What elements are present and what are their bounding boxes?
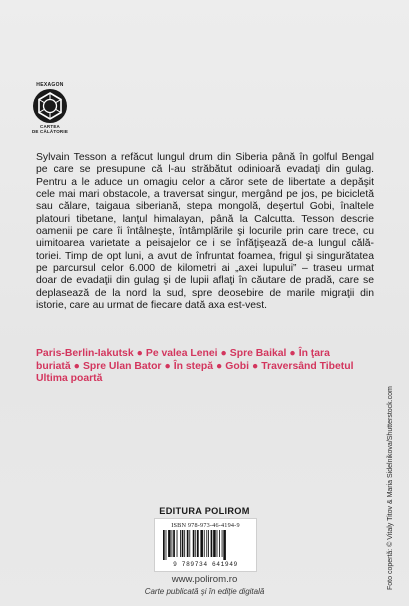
chapter-title: Paris-Berlin-Iakutsk: [36, 348, 134, 359]
description-line: uimitoarea varietate a peisajelor ce i se înfăţişează de-a lungul călă-: [36, 238, 374, 250]
digital-edition-note: Carte publicată şi în ediţie digitală: [144, 587, 265, 596]
bullet-icon: ●: [216, 360, 223, 372]
chapter-title: Spre Baikal: [229, 348, 287, 359]
description-line: sau călare, taigaua siberiană, stepa mongolă, deşertul Gobi, înaltele: [36, 201, 374, 213]
book-description: [36, 152, 374, 312]
publisher-name: EDITURA POLIROM: [159, 506, 250, 516]
chapter-title: Ultima poartă: [36, 373, 103, 385]
description-line: pe parcursul celor 6.000 de kilometri ai „axei lupului” – traseu urmat: [36, 263, 374, 275]
logo-bottom-line-1: CARTEA: [40, 124, 60, 129]
description-line: Sylvain Tesson a refăcut lungul drum din Siberia până în golful Bengal: [36, 152, 374, 163]
logo-top-text: HEXAGON: [36, 82, 64, 88]
chapter-row-3: [36, 373, 376, 386]
bullet-icon: ●: [164, 360, 171, 372]
description-line: pe care se presupune că l-au străbătut odinioară evadaţi din gulag.: [36, 164, 374, 176]
description-line: oamenii pe care îi întâlneşte, întâmplările şi locurile prin care trece, cu: [36, 226, 374, 238]
chapter-title: Traversând Tibetul: [261, 360, 354, 372]
chapter-title-part: buriată: [36, 360, 71, 372]
hexagon-circle-logo-icon: [32, 88, 68, 124]
bullet-icon: ●: [220, 348, 227, 359]
description-line: platouri tibetane, lanţul himalayan, până la Calcutta. Tesson descrie: [36, 213, 374, 225]
chapter-row-1: [36, 348, 376, 361]
hexagon-logo: [30, 82, 70, 144]
logo-bottom-line-2: DE CĂLĂTORIE: [31, 129, 69, 134]
chapter-title-part: În ţara: [298, 348, 330, 359]
barcode-icon: [163, 530, 248, 560]
chapter-list: [36, 348, 376, 386]
description-line: Pentru a le aduce un omagiu celor a căror sete de libertate a depăşit: [36, 176, 374, 188]
description-line: deplasează de la nord la sud, spre deosebire de marile migraţii din: [36, 287, 374, 299]
chapter-title: În stepă: [173, 360, 214, 372]
chapter-row-2: [36, 361, 376, 374]
bullet-icon: ●: [136, 348, 143, 359]
chapter-title: Gobi: [225, 360, 249, 372]
description-line: cele mai mari obstacole, a traversat singur, mergând pe jos, pe bicicletă: [36, 189, 374, 201]
bullet-icon: ●: [289, 348, 296, 359]
isbn-barcode: [154, 518, 257, 572]
bullet-icon: ●: [251, 360, 259, 372]
barcode-number: 9 789734 641949: [173, 561, 238, 568]
description-line: toriei. Timp de opt luni, a avut de înfruntat foamea, frigul şi singurătatea: [36, 250, 374, 262]
publisher-website[interactable]: www.polirom.ro: [171, 574, 238, 585]
description-line: istorie, care au urmat de fiecare dată axa est-vest.: [36, 300, 268, 312]
isbn-text: ISBN 978-973-46-4194-9: [171, 522, 240, 529]
description-line: doar de evadaţii din gulag şi de lupii aflaţi în căutare de pradă, care se: [36, 275, 374, 287]
chapter-title: Spre Ulan Bator: [82, 360, 162, 372]
photo-credit: Foto copertă: © Vitaly Titov & Maria Sidelnikova/Shutterstock.com: [387, 386, 394, 590]
bullet-icon: ●: [73, 360, 80, 372]
chapter-title: Pe valea Lenei: [145, 348, 218, 359]
